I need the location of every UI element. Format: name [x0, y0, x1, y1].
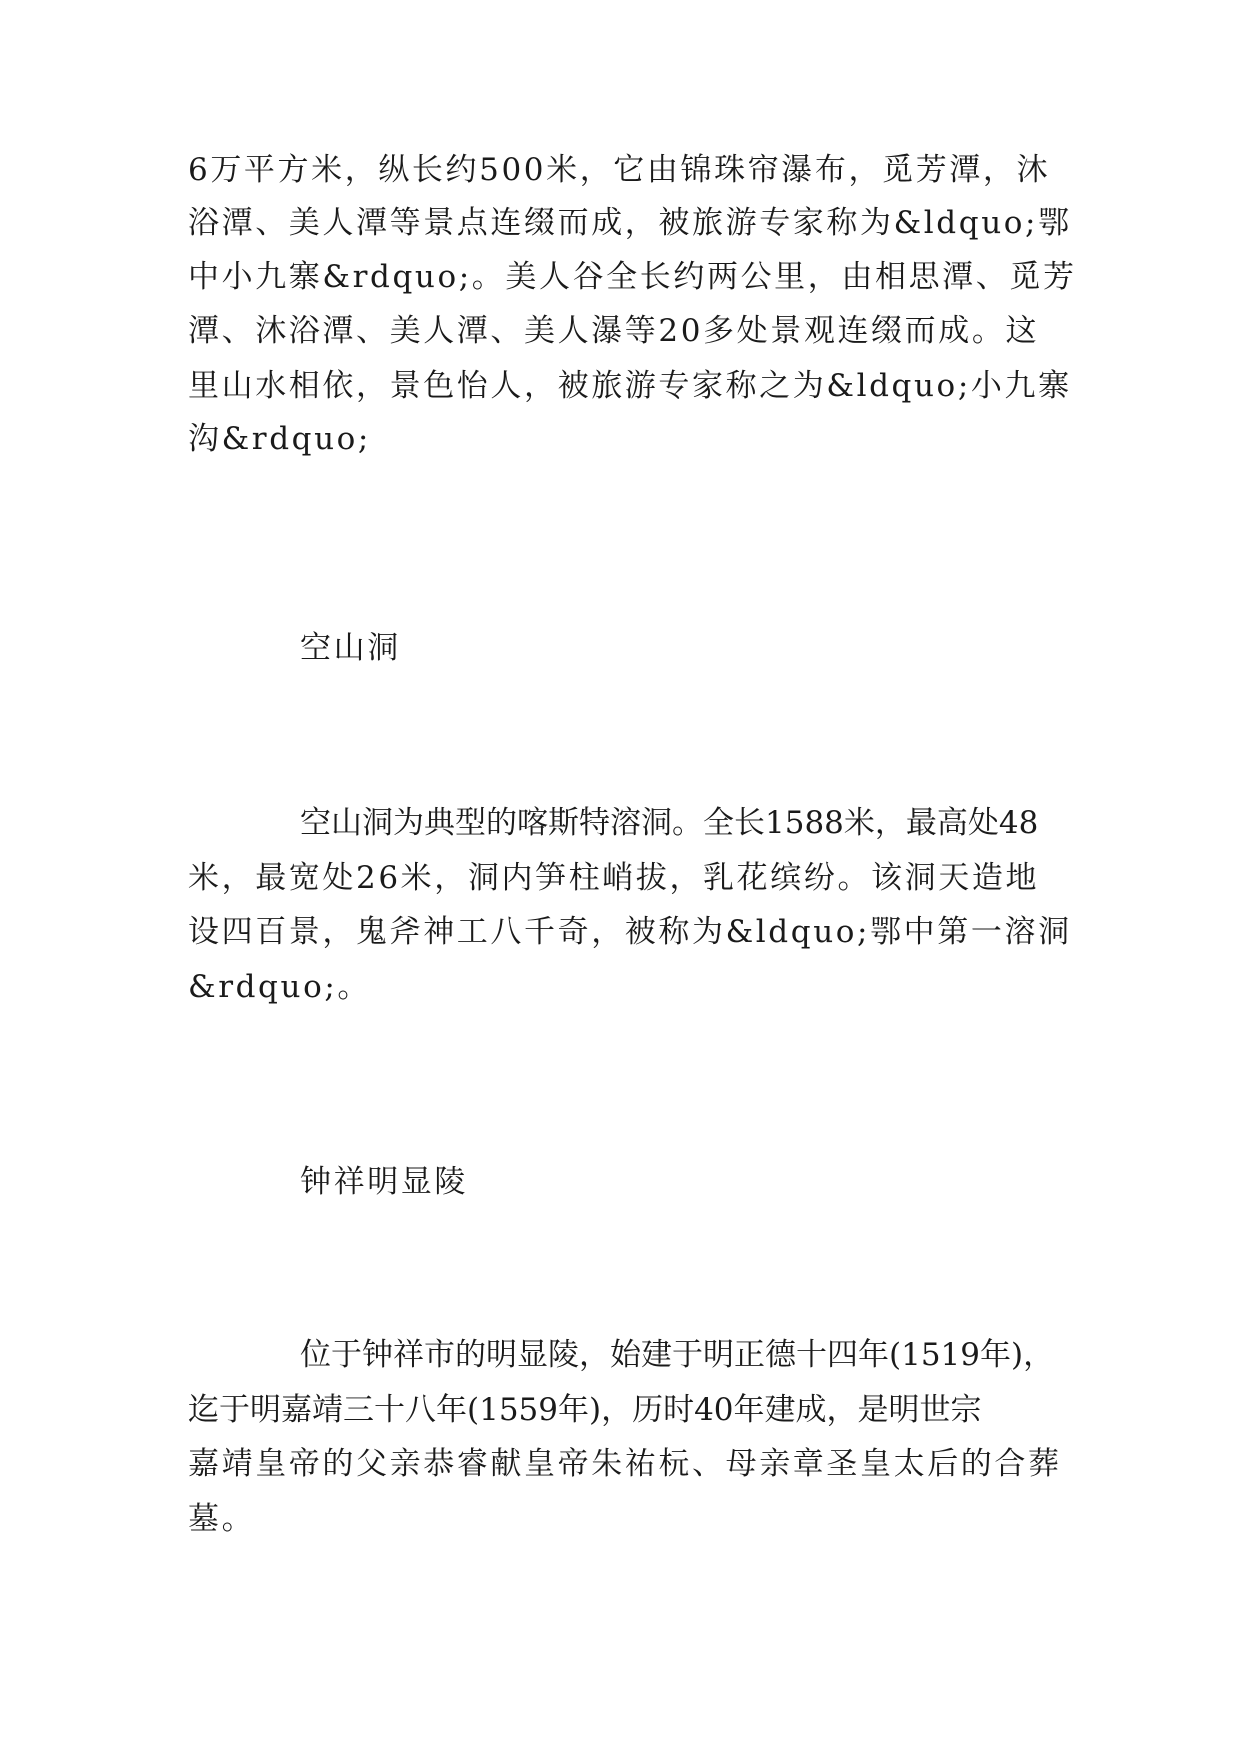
paragraph-line: 里山水相依，景色怡人，被旅游专家称之为&ldquo;小九寨: [188, 368, 1072, 404]
paragraph-line: 中小九寨&rdquo;。美人谷全长约两公里，由相思潭、觅芳: [188, 259, 1077, 295]
paragraph-line: 墓。: [188, 1501, 256, 1537]
paragraph-line: 6万平方米，纵长约500米，它由锦珠帘瀑布，觅芳潭，沐: [188, 152, 1051, 188]
paragraph-line: 浴潭、美人潭等景点连缀而成，被旅游专家称为&ldquo;鄂: [188, 205, 1072, 241]
section-heading: 钟祥明显陵: [300, 1164, 468, 1200]
paragraph-line: 沟&rdquo;: [188, 421, 371, 457]
paragraph-line: 米，最宽处26米，洞内笋柱峭拔，乳花缤纷。该洞天造地: [188, 860, 1040, 896]
paragraph-line: 潭、沐浴潭、美人潭、美人瀑等20多处景观连缀而成。这: [188, 313, 1040, 349]
paragraph-line: &rdquo;。: [188, 969, 371, 1005]
paragraph-line: 迄于明嘉靖三十八年(1559年)，历时40年建成，是明世宗: [188, 1392, 982, 1428]
paragraph-line: 位于钟祥市的明显陵，始建于明正德十四年(1519年)，: [300, 1337, 1055, 1373]
paragraph-line: 设四百景，鬼斧神工八千奇，被称为&ldquo;鄂中第一溶洞: [188, 914, 1072, 950]
section-heading: 空山洞: [300, 630, 401, 666]
paragraph-line: 空山洞为典型的喀斯特溶洞。全长1588米，最高处48: [300, 805, 1039, 841]
paragraph-line: 嘉靖皇帝的父亲恭睿献皇帝朱祐杬、母亲章圣皇太后的合葬: [188, 1446, 1062, 1482]
